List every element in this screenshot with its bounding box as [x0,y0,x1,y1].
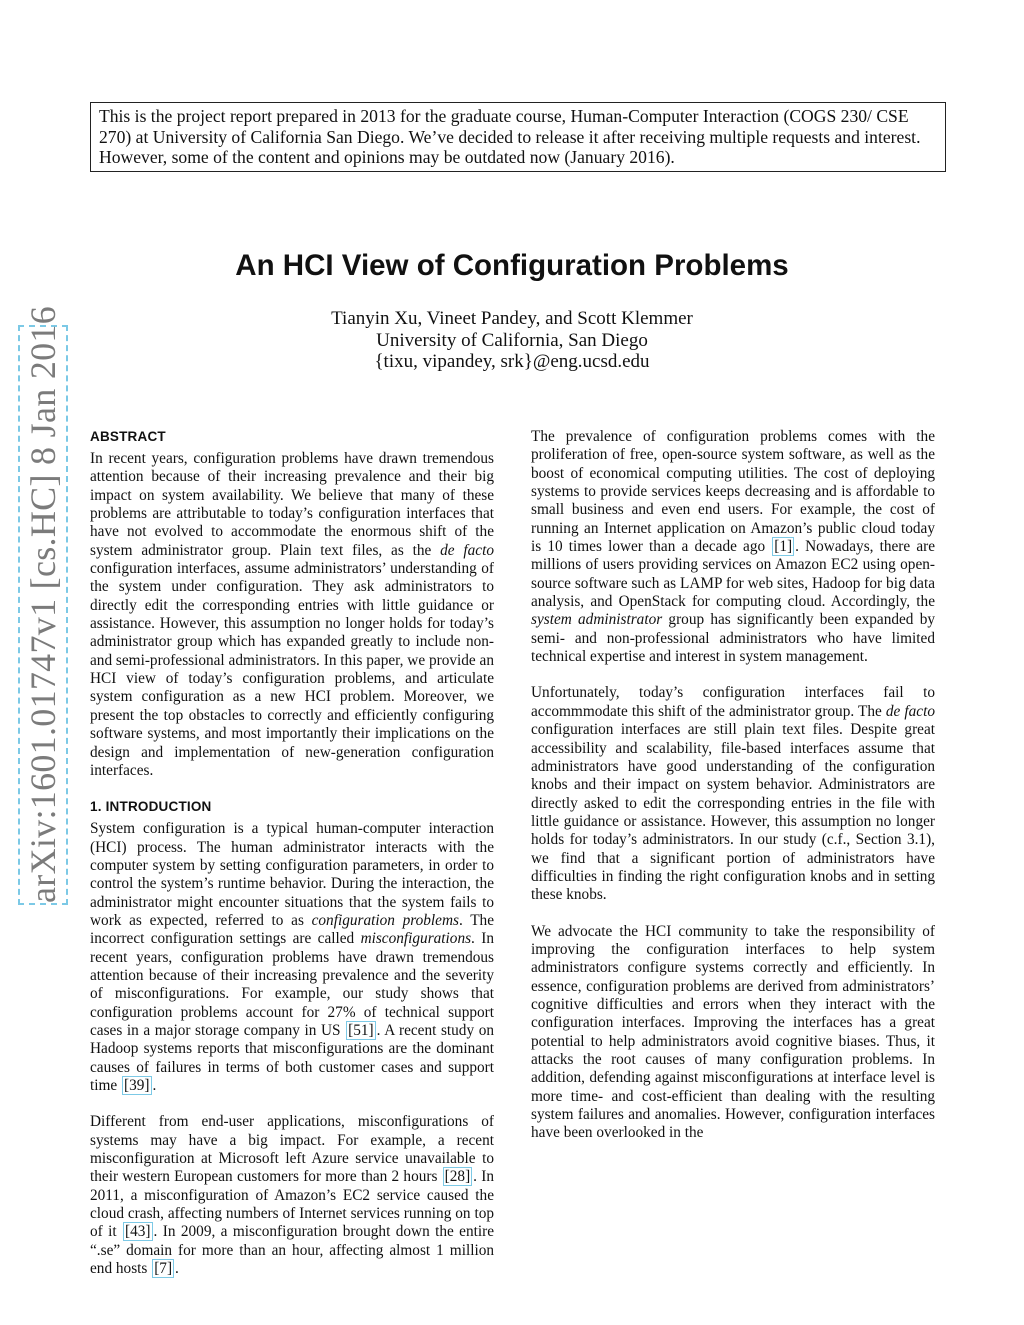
author-email: {tixu, vipandey, srk}@eng.ucsd.edu [374,351,650,372]
intro-paragraph-3: The prevalence of configuration problems comes with the proliferation of free, open-source system software, as well as the boost of economical computing utilities. The cost of deploying systems to provide services keeps decreasing and is affordable to small business and even end users. For example, the cost of running an Internet application on Amazon’s public cloud today is 10 times lower than a decade ago [1] . Nowadays, there are millions of users providing services on Amazon EC2 using open-source software such as LAMP for web sites, Hadoop for big data analysis, and OpenStack for computing cloud. Accordingly, the system administrator group has significantly been expanded by semi- and non-professional administrators who have limited technical expertise and interest in system management. [531,428,935,666]
introduction-heading: 1. INTRODUCTION [90,799,212,815]
intro-paragraph-2: Different from end-user applications, misconfigurations of systems may have a big impact. For example, a recent misconfiguration at Microsoft left Azure service unavailable to their western European customers for more than 2 hours [28] . In 2011, a misconfiguration of Amazon’s EC2 service caused the cloud crash, affecting numbers of Internet services running on top of it [43] . In 2009, a misconfiguration brought down the entire “.se” domain for more than an hour, affecting almost 1 million end hosts [7] . [90,1113,494,1278]
arxiv-identifier-stamp[interactable]: arXiv:1601.01747v1 [cs.HC] 8 Jan 2016 [18,325,68,905]
citation-link[interactable]: [43] [125,1223,151,1241]
left-column [90,428,494,1296]
citation-link[interactable]: [7] [154,1260,173,1278]
right-column [531,428,935,1161]
citation-link[interactable]: [28] [444,1168,471,1186]
project-notice-box: This is the project report prepared in 2013 for the graduate course, Human-Computer Interaction (COGS 230/ CSE 270) at University of California San Diego. We’ve decided to release it after receiving multiple requests and interest. However, some of the content and opinions may be outdated now (January 2016). [90,102,946,172]
intro-paragraph-5: We advocate the HCI community to take the responsibility of improving the configuration interfaces to help system administrators configure systems correctly and efficiently. In essence, configuration problems are derived from administrators’ cognitive difficulties and errors when they interact with the configuration interfaces. Improving the interfaces has a great potential to help administrators avoid cognitive biases. Thus, it attacks the root causes of many configuration problems. In addition, defending against misconfigurations at interface level is more time- and cost-efficient than dealing with the resulting system failures and anomalies. However, configuration interfaces have been overlooked in the [531,922,935,1142]
abstract-heading: ABSTRACT [90,429,166,444]
intro-paragraph-4: Unfortunately, today’s configuration interfaces fail to accommmodate this shift of the administrator group. The de facto configuration interfaces are still plain text files. Despite great accessibility and scalability, file-based interfaces assume that administrators have good understanding of the configuration knobs and their impact on system behavior. Administrators are directly asked to edit the corresponding entries in the file with little guidance or assistance. However, this assumption no longer holds for today’s administrators. In our study (c.f., Section 3.1), we find that a significant portion of administrators have difficulties in finding the right configuration knobs and in setting these knobs. [531,684,935,904]
author-names: Tianyin Xu, Vineet Pandey, and Scott Klemmer [331,308,693,329]
paper-title: An HCI View of Configuration Problems [235,249,789,282]
author-block [200,308,824,373]
abstract-paragraph: In recent years, configuration problems have drawn tremendous attention because of their increasing prevalence and their big impact on system availability. We believe that many of these problems are attributable to today’s configuration interfaces that have not evolved to accommodate the enormous shift of the system administrator group. Plain text files, as the de facto configuration interfaces, assume administrators’ understanding of the system under configuration. They ask administrators to directly edit the corresponding entries with little guidance or assistance. However, this assumption no longer holds for today’s administrator group which has expanded greatly to include non- and semi-professional administrators. In this paper, we provide an HCI view of today’s configuration problems, and articulate system configuration as a new HCI problem. Moreover, we present the top obstacles to correctly and efficiently configuring software systems, and most importantly their implications on the design and implementation of new-generation configuration interfaces. [90,450,494,779]
author-affiliation: University of California, San Diego [376,329,648,351]
citation-link[interactable]: [1] [774,538,793,556]
citation-link[interactable]: [39] [124,1077,150,1094]
intro-paragraph-1: System configuration is a typical human-computer interaction (HCI) process. The human administrator interacts with the computer system by setting configuration parameters, in order to control the system’s runtime behavior. During the interaction, the administrator might encounter situations that the system fails to work as expected, referred to as configuration problems. The incorrect configuration settings are called misconfigurations. In recent years, configuration problems have drawn tremendous attention because of their increasing prevalence and the severity of misconfigurations. For example, our study shows that configuration problems account for 27% of technical support cases in a major storage company in US [51] . A recent study on Hadoop systems reports that misconfigurations are the dominant causes of failures in terms of both customer cases and support time [39] . [90,820,494,1094]
citation-link[interactable]: [51] [348,1021,374,1039]
